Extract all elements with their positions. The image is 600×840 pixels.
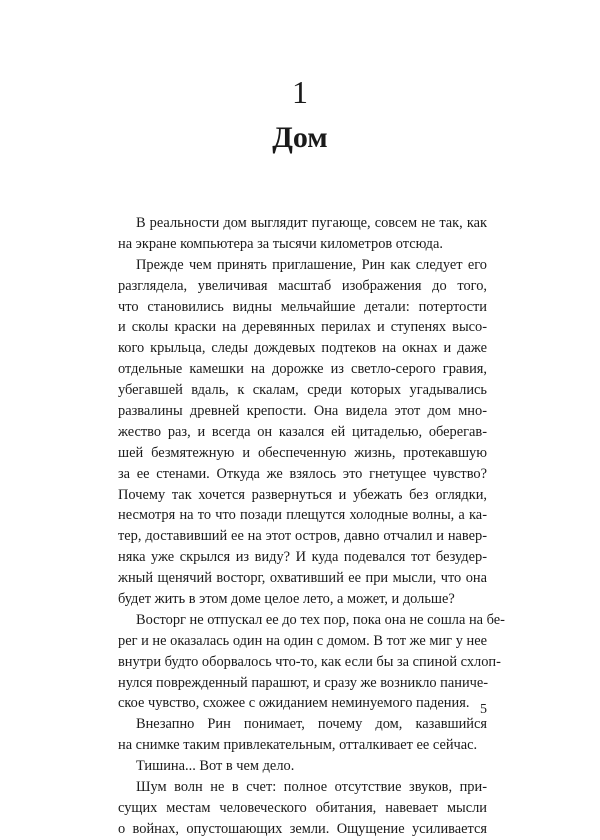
text-line: и сколы краски на деревянных перилах и ступенях высо- bbox=[118, 319, 487, 336]
text-line: Прежде чем принять приглашение, Рин как следует его bbox=[136, 256, 487, 273]
text-line: о войнах, опустошающих земли. Ощущение усиливается bbox=[118, 820, 487, 837]
text-line: несмотря на то что позади плещутся холодные волны, а ка- bbox=[118, 507, 487, 524]
text-line: жный щенячий восторг, охвативший ее при мысли, что она bbox=[118, 570, 487, 587]
chapter-number: 1 bbox=[292, 74, 308, 110]
chapter-body-text bbox=[118, 213, 505, 840]
text-line: убегавшей вдаль, к скалам, среди которых угадывались bbox=[118, 382, 487, 399]
text-line: шей безмятежную и обеспеченную жизнь, протекавшую bbox=[118, 444, 487, 461]
chapter-title: Дом bbox=[272, 121, 328, 154]
text-line: няка уже скрылся из виду? И куда подевался тот безудер- bbox=[118, 549, 487, 566]
text-line: Почему так хочется развернуться и убежать без оглядки, bbox=[118, 486, 487, 503]
text-line: кого крыльца, следы дождевых подтеков на окнах и даже bbox=[118, 340, 487, 357]
text-line: на экране компьютера за тысячи километров отсюда. bbox=[118, 235, 443, 252]
page-number: 5 bbox=[480, 702, 487, 717]
text-line: Внезапно Рин понимает, почему дом, казавшийся bbox=[136, 716, 487, 733]
text-line: сущих местам человеческого обитания, навевает мысли bbox=[118, 799, 487, 816]
text-line: на снимке таким привлекательным, отталкивает ее сейчас. bbox=[118, 737, 478, 754]
text-line: за ее стенами. Откуда же взялось это гнетущее чувство? bbox=[118, 465, 487, 482]
text-line: Шум волн не в счет: полное отсутствие звуков, при- bbox=[136, 779, 487, 796]
text-line: Тишина... Вот в чем дело. bbox=[136, 758, 295, 775]
text-line: будет жить в этом доме целое лето, а может, и дольше? bbox=[118, 591, 455, 608]
text-line: развалины древней крепости. Она видела этот дом мно- bbox=[118, 403, 487, 420]
text-line: разглядела, увеличивая масштаб изображения до того, bbox=[118, 277, 487, 294]
text-line: что становились видны мельчайшие детали: потертости bbox=[118, 298, 487, 315]
text-line: тер, доставивший ее на этот остров, давно отчалил и навер- bbox=[118, 528, 487, 545]
text-line: рег и не оказалась один на один с домом. В тот же миг у нее bbox=[118, 632, 487, 649]
text-line: нулся поврежденный парашют, и сразу же возникло паниче- bbox=[118, 674, 489, 691]
text-line: жество раз, и всегда он казался ей цитаделью, оберегав- bbox=[118, 423, 487, 440]
text-line: ское чувство, схожее с ожиданием неминуемого падения. bbox=[118, 695, 470, 712]
text-line: В реальности дом выглядит пугающе, совсем не так, как bbox=[136, 215, 487, 231]
text-line: отдельные камешки на дорожке из светло-серого гравия, bbox=[118, 361, 487, 378]
text-line: внутри будто оборвалось что-то, как если бы за спиной схлоп- bbox=[118, 653, 501, 670]
text-line: Восторг не отпускал ее до тех пор, пока она не сошла на бе- bbox=[136, 611, 505, 628]
